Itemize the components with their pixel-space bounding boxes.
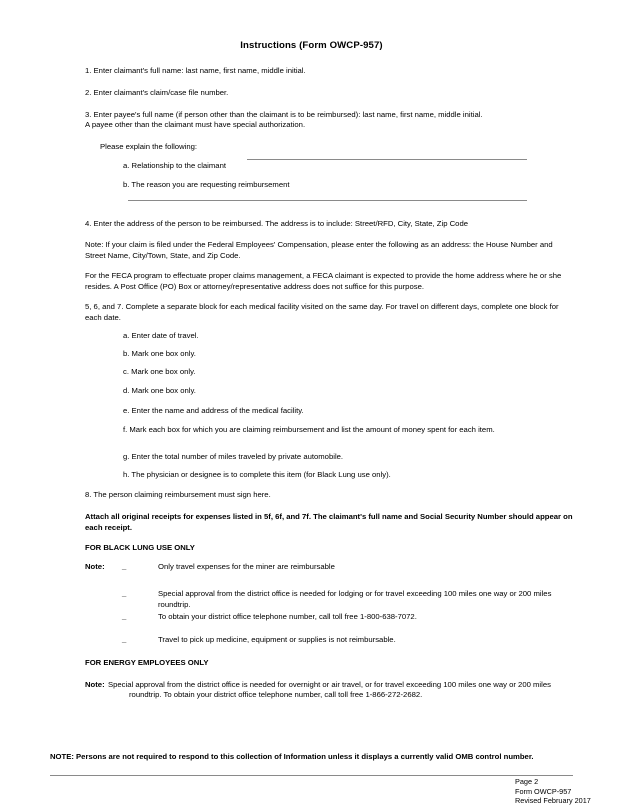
subitem-g: g. Enter the total number of miles traveled by private automobile. bbox=[123, 452, 344, 461]
subitem-a: a. Enter date of travel. bbox=[123, 331, 199, 340]
instruction-item-3-line1: 3. Enter payee's full name (if person other than the claimant is to be reimbursed): last name, first name, middle initial. bbox=[85, 110, 483, 119]
footer-form-number: Form OWCP-957 bbox=[515, 786, 572, 796]
instruction-item-2: 2. Enter claimant's claim/case file number. bbox=[85, 88, 229, 97]
black-lung-bullet-3: To obtain your district office telephone number, call toll free 1-800-638-7072. bbox=[158, 612, 417, 621]
subitem-b: b. Mark one box only. bbox=[123, 349, 196, 358]
energy-note-line2: roundtrip. To obtain your district office telephone number, call toll free 1-866-272-2682. bbox=[129, 690, 423, 699]
black-lung-bullet-1: Only travel expenses for the miner are reimbursable bbox=[158, 562, 335, 571]
instruction-item-5-6-7: 5, 6, and 7. Complete a separate block for each medical facility visited on the same day. For travel on different days, complete one block for each date. bbox=[85, 302, 559, 322]
black-lung-heading: FOR BLACK LUNG USE ONLY bbox=[85, 543, 195, 552]
please-explain-heading: Please explain the following: bbox=[100, 142, 198, 151]
please-explain-item-b: b. The reason you are requesting reimbursement bbox=[123, 180, 290, 189]
footer-page-number: Page 2 bbox=[515, 777, 539, 786]
bullet-dash-icon: _ bbox=[122, 561, 127, 570]
footer-revision-date: Revised February 2017 bbox=[515, 796, 591, 806]
page-title: Instructions (Form OWCP-957) bbox=[240, 40, 383, 51]
feca-address-note: Note: If your claim is filed under the Federal Employees' Compensation, please enter the following as an address: the House Number and Street Name, City/Town, State, and Zip Code. bbox=[85, 240, 553, 260]
subitem-e: e. Enter the name and address of the medical facility. bbox=[123, 406, 304, 415]
bullet-dash-icon: _ bbox=[122, 611, 127, 620]
energy-note-label: Note: bbox=[85, 680, 105, 689]
black-lung-note-label: Note: bbox=[85, 562, 105, 571]
answer-line-a[interactable] bbox=[247, 159, 527, 160]
subitem-h: h. The physician or designee is to complete this item (for Black Lung use only). bbox=[123, 470, 391, 479]
energy-employees-heading: FOR ENERGY EMPLOYEES ONLY bbox=[85, 658, 209, 667]
attach-receipts-notice: Attach all original receipts for expenses listed in 5f, 6f, and 7f. The claimant's full name and Social Security Number should appear on each receipt. bbox=[85, 512, 573, 532]
bullet-dash-icon: _ bbox=[122, 634, 127, 643]
subitem-f: f. Mark each box for which you are claiming reimbursement and list the amount of money spent for each item. bbox=[123, 425, 495, 434]
subitem-c: c. Mark one box only. bbox=[123, 367, 196, 376]
footer-divider bbox=[50, 775, 573, 776]
black-lung-bullet-2: Special approval from the district office is needed for lodging or for travel exceeding 100 miles one way or 200 miles roundtrip. bbox=[158, 589, 552, 609]
answer-line-b[interactable] bbox=[128, 200, 527, 201]
instruction-item-1: 1. Enter claimant's full name: last name, first name, middle initial. bbox=[85, 66, 306, 75]
feca-home-address-paragraph: For the FECA program to effectuate proper claims management, a FECA claimant is expected to provide the home address where he or she resides. A Post Office (PO) Box or attorney/representative address does not suffice for this purpose. bbox=[85, 271, 562, 291]
footer-meta bbox=[515, 777, 591, 806]
instruction-item-3-line2: A payee other than the claimant must have special authorization. bbox=[85, 120, 306, 129]
please-explain-item-a: a. Relationship to the claimant bbox=[123, 161, 226, 170]
energy-note-line1: Special approval from the district office is needed for overnight or air travel, or for travel exceeding 100 miles one way or 200 miles bbox=[108, 680, 551, 689]
instruction-item-8: 8. The person claiming reimbursement must sign here. bbox=[85, 490, 271, 499]
subitem-d: d. Mark one box only. bbox=[123, 386, 196, 395]
instruction-item-4: 4. Enter the address of the person to be reimbursed. The address is to include: Street/RFD, City, State, Zip Code bbox=[85, 219, 468, 228]
black-lung-bullet-4: Travel to pick up medicine, equipment or supplies is not reimbursable. bbox=[158, 635, 396, 644]
bullet-dash-icon: _ bbox=[122, 588, 127, 597]
omb-control-note: NOTE: Persons are not required to respond to this collection of Information unless it displays a currently valid OMB control number. bbox=[50, 752, 534, 761]
